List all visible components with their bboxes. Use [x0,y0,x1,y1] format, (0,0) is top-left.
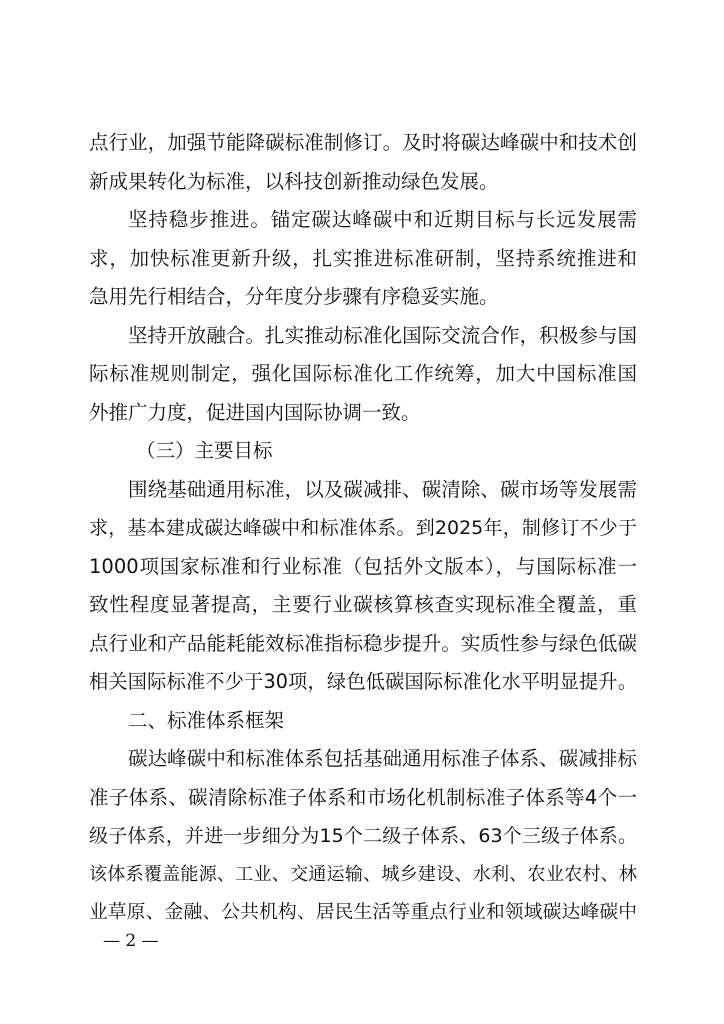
text-line: 求，基本建成碳达峰碳中和标准体系。到2025年，制修订不少于 [89,517,637,539]
section-heading-standard-framework: 二、标准体系框架 [128,708,285,732]
text-line: 点行业，加强节能降碳标准制修订。及时将碳达峰碳中和技术创 [89,131,637,154]
paragraph-heading-steady-progress: 坚持稳步推进。锚定碳达峰碳中和近期目标与长远发展需 [128,208,637,231]
paragraph-heading-open-integration: 坚持开放融合。扎实推动标准化国际交流合作，积极参与国 [128,323,637,347]
text-line: 相关国际标准不少于30项，绿色低碳国际标准化水平明显提升。 [89,670,637,693]
text-line: 碳达峰碳中和标准体系包括基础通用标准子体系、碳减排标 [128,747,637,770]
text-line: 点行业和产品能耗能效标准指标稳步提升。实质性参与绿色低碳 [89,631,637,655]
text-line: 急用先行相结合，分年度分步骤有序稳妥实施。 [89,285,499,308]
text-line: 外推广力度，促进国内国际协调一致。 [89,400,421,424]
text-line: 求，加快标准更新升级，扎实推进标准研制，坚持系统推进和 [89,246,637,270]
text-line: 际标准规则制定，强化国际标准化工作统筹，加大中国标准国 [89,362,637,385]
page-number: — 2 — [103,931,159,951]
text-line: 致性程度显著提高，主要行业碳核算核查实现标准全覆盖，重 [89,593,637,616]
text-line: 1000项国家标准和行业标准（包括外文版本），与国际标准一 [89,554,637,578]
text-line: 新成果转化为标准，以科技创新推动绿色发展。 [89,169,499,193]
body-text [89,124,637,933]
text-line: 准子体系、碳清除标准子体系和市场化机制标准子体系等4个一 [89,785,637,809]
text-line: 级子体系，并进一步细分为15个二级子体系、63个三级子体系。 [89,825,637,847]
section-heading-main-goals: （三）主要目标 [136,439,273,462]
text-line: 围绕基础通用标准，以及碳减排、碳清除、碳市场等发展需 [128,477,637,501]
text-line: 该体系覆盖能源、工业、交通运输、城乡建设、水利、农业农村、林 [89,863,637,885]
text-line: 业草原、金融、公共机构、居民生活等重点行业和领域碳达峰碳中 [89,902,637,923]
